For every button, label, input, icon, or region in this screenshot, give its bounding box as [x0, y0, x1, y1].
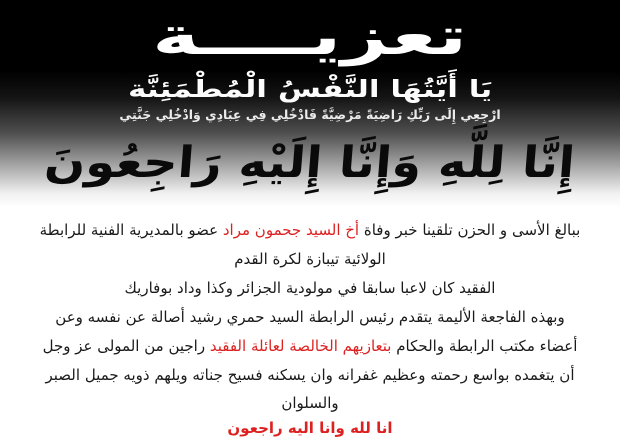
poster-title: تعزيــــة: [152, 7, 468, 67]
line7-text: والسلوان: [281, 394, 339, 412]
istirja-calligraphy: إِنَّا لِلَّهِ وَإِنَّا إِلَيْهِ رَاجِعُونَ: [42, 138, 578, 188]
line5-text-after: راجين من المولى عز وجل: [42, 337, 210, 355]
calligraphy-row: [0, 126, 620, 206]
quran-verse-main: يَا أَيَّتُهَا النَّفْسُ الْمُطْمَئِنَّة: [127, 75, 493, 103]
quran-verse-main-row: [0, 74, 620, 107]
line2-text: الولائية تيبازة لكرة القدم: [234, 250, 386, 268]
announcement-line-4: [0, 303, 620, 332]
deceased-name-highlight: أخ السيد جحمون مراد: [222, 221, 360, 239]
header-banner: [0, 0, 620, 208]
announcement-text: [0, 208, 620, 441]
announcement-line-6: [0, 361, 620, 390]
announcement-line-5: [0, 332, 620, 361]
announcement-line-3: [0, 274, 620, 303]
announcement-line-2: [0, 245, 620, 274]
announcement-line-1: [0, 216, 620, 245]
condolence-phrase-highlight: بتعازيهم الخالصة لعائلة الفقيد: [209, 337, 392, 355]
announcement-line-7: [0, 390, 620, 416]
quran-verse-sub: ارْجِعِي إِلَى رَبِّكِ رَاضِيَةً مَرْضِيَّةً فَادْخُلِي فِي عِبَادِي وَادْخُلِي جَنَّتِي: [119, 107, 501, 122]
line3-text: الفقيد كان لاعبا سابقا في مولودية الجزائر وكذا وداد بوفاريك: [124, 279, 496, 297]
istirja-line: [0, 416, 620, 441]
istirja-text: انا لله وانا اليه راجعون: [227, 419, 393, 437]
line1-text-before: ببالغ الأسى و الحزن تلقينا خبر وفاة: [359, 221, 581, 239]
line1-text-after: عضو بالمديرية الفنية للرابطة: [39, 221, 223, 239]
line4-text: وبهذه الفاجعة الأليمة يتقدم رئيس الرابطة السيد حمري رشيد أصالة عن نفسه وعن: [55, 308, 565, 326]
poster-title-row: [0, 0, 620, 74]
line6-text: أن يتغمده بواسع رحمته وعظيم غفرانه وان يسكنه فسيح جناته ويلهم ذويه جميل الصبر: [45, 366, 575, 384]
line5-text-before: أعضاء مكتب الرابطة والحكام: [391, 337, 578, 355]
